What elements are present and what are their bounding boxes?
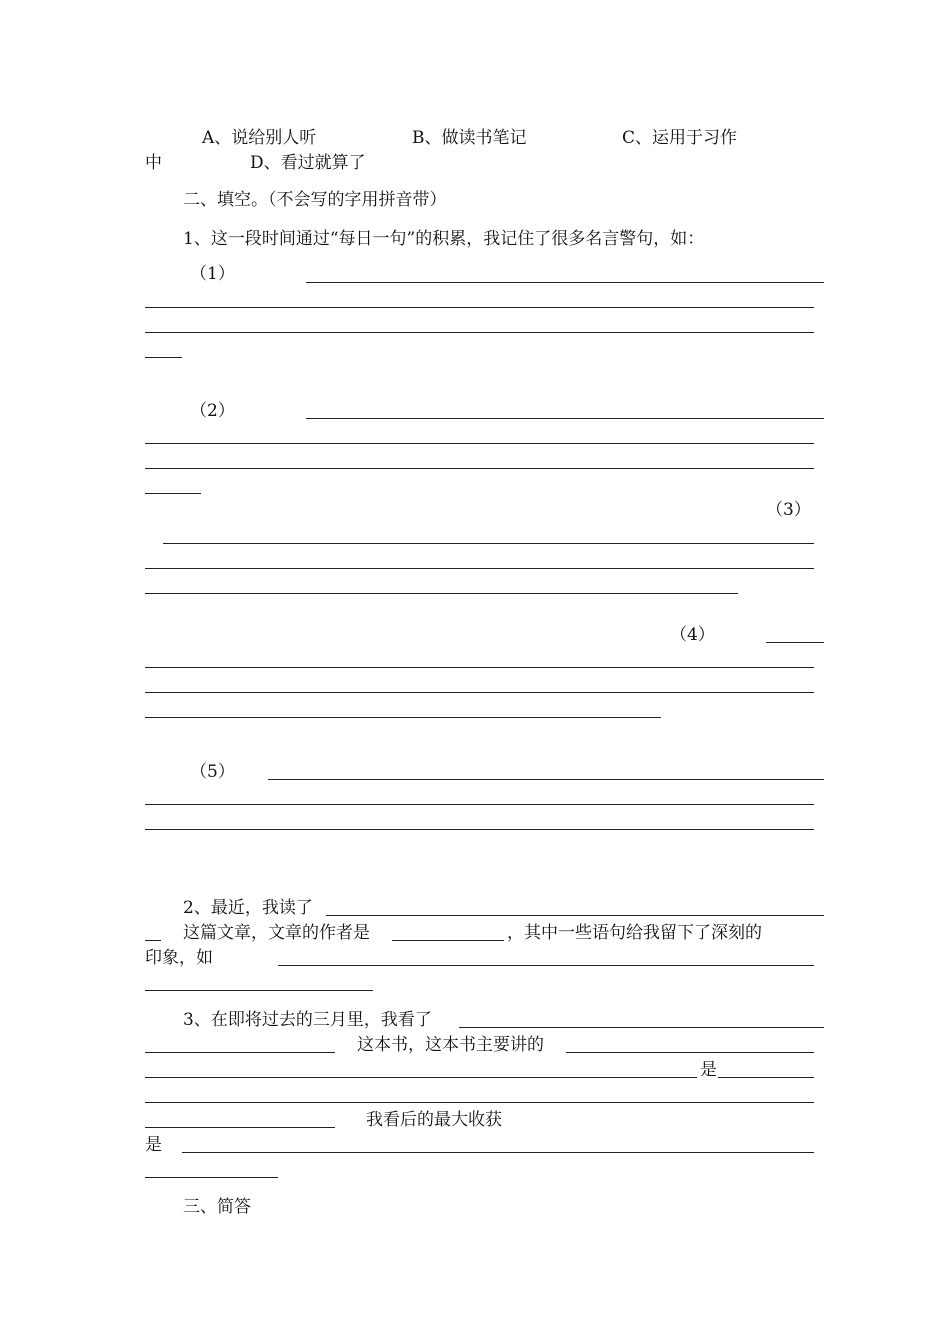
q1-item-3-label: （3） [766, 500, 811, 520]
q1-item-4-line-4[interactable] [145, 717, 661, 718]
q1-item-1-label: （1） [190, 264, 235, 284]
q3-lead: 3、在即将过去的三月里，我看了 [183, 1010, 432, 1030]
q1-item-4-line-3[interactable] [145, 692, 814, 693]
q3-is: 是 [700, 1060, 717, 1080]
q2-mid-1: 这篇文章，文章的作者是 [183, 923, 370, 943]
q1-item-2-line-4[interactable] [145, 493, 201, 494]
option-a: A、说给别人听 [202, 128, 317, 148]
q3-detail-blank-3[interactable] [145, 1127, 335, 1128]
q1-item-5-line-2[interactable] [145, 804, 814, 805]
q1-item-1-line-4[interactable] [145, 357, 182, 358]
q1-item-5-blank[interactable] [268, 779, 824, 780]
q2-title-blank-cont[interactable] [145, 940, 161, 941]
q1-item-3-line-2[interactable] [145, 568, 814, 569]
q2-tail: 印象，如 [145, 948, 213, 968]
q3-content-blank[interactable] [566, 1052, 814, 1053]
q1-item-1-blank[interactable] [306, 282, 824, 283]
section-2-heading: 二、填空。（不会写的字用拼音带） [183, 190, 447, 210]
q1-item-1-line-3[interactable] [145, 332, 814, 333]
q1-item-5-label: （5） [190, 762, 235, 782]
q3-mid: 这本书，这本书主要讲的 [357, 1035, 544, 1055]
q1-item-3-line-3[interactable] [145, 593, 738, 594]
option-c-wrap: 中 [145, 153, 162, 173]
q3-gain-blank-cont[interactable] [145, 1177, 278, 1178]
q3-detail-blank-2[interactable] [145, 1102, 814, 1103]
q2-mid-2: ，其中一些语句给我留下了深刻的 [507, 923, 762, 943]
q2-author-blank[interactable] [392, 940, 504, 941]
q2-title-blank[interactable] [326, 915, 824, 916]
section-3-heading: 三、简答 [183, 1197, 251, 1217]
q2-quote-blank-cont[interactable] [145, 990, 373, 991]
q1-item-2-line-2[interactable] [145, 443, 814, 444]
q2-lead: 2、最近，我读了 [183, 898, 313, 918]
q3-detail-blank[interactable] [718, 1077, 814, 1078]
q1-item-4-blank[interactable] [766, 642, 824, 643]
q3-is-2: 是 [145, 1135, 162, 1155]
q1-item-5-line-3[interactable] [145, 829, 814, 830]
q3-book-blank[interactable] [459, 1027, 824, 1028]
q1-item-4-line-2[interactable] [145, 667, 814, 668]
q1-item-2-blank[interactable] [306, 418, 824, 419]
q1-item-1-line-2[interactable] [145, 307, 814, 308]
option-b: B、做读书笔记 [412, 128, 527, 148]
q1-item-3-blank[interactable] [163, 543, 814, 544]
q3-gain: 我看后的最大收获 [366, 1110, 502, 1130]
option-d: D、看过就算了 [250, 153, 366, 173]
q1-item-2-line-3[interactable] [145, 468, 814, 469]
q3-content-blank-cont[interactable] [145, 1077, 697, 1078]
q1-prompt: 1、这一段时间通过“每日一句”的积累，我记住了很多名言警句，如： [183, 229, 705, 249]
q1-item-2-label: （2） [190, 401, 235, 421]
q3-gain-blank[interactable] [182, 1152, 814, 1153]
q1-item-4-label: （4） [670, 625, 715, 645]
q3-book-blank-cont[interactable] [145, 1052, 335, 1053]
q2-quote-blank[interactable] [278, 965, 814, 966]
option-c: C、运用于习作 [622, 128, 738, 148]
